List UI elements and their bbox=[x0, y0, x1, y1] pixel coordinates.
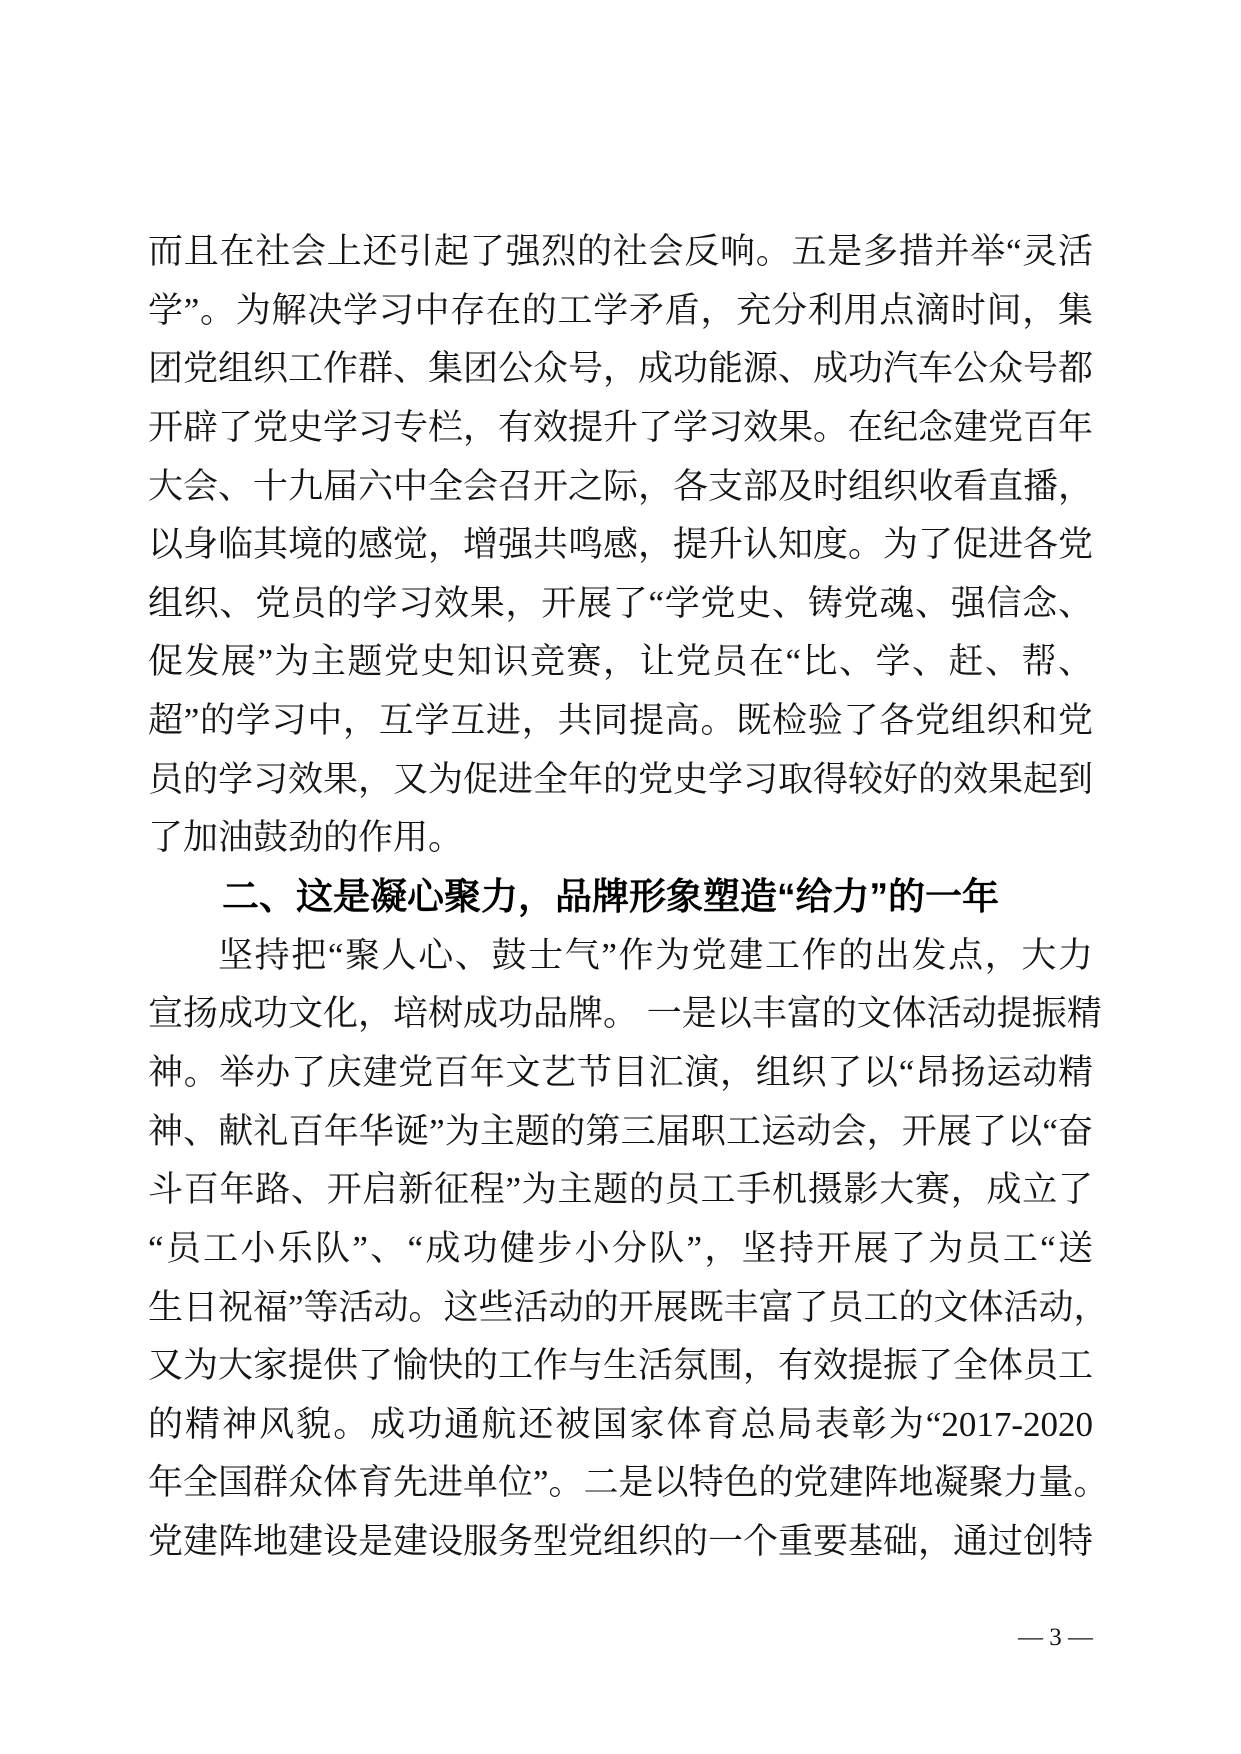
text-line: 以身临其境的感觉，增强共鸣感，提升认知度。为了促进各党 bbox=[148, 525, 1094, 565]
document-body bbox=[148, 223, 1109, 1572]
text-line: 坚持把“聚人心、鼓士气”作为党建工作的出发点，大力 bbox=[218, 935, 1093, 975]
text-line: 开辟了党史学习专栏，有效提升了学习效果。在纪念建党百年 bbox=[148, 407, 1094, 447]
text-line: 超”的学习中，互学互进，共同提高。既检验了各党组织和党 bbox=[148, 701, 1093, 741]
text-line: 生日祝福”等活动。这些活动的开展既丰富了员工的文体活动， bbox=[148, 1287, 1109, 1327]
text-line: 组织、党员的学习效果，开展了“学党史、铸党魂、强信念、 bbox=[148, 583, 1093, 623]
text-line: 神。举办了庆建党百年文艺节目汇演，组织了以“昂扬运动精 bbox=[148, 1052, 1093, 1092]
text-line: 团党组织工作群、集团公众号，成功能源、成功汽车公众号都 bbox=[148, 349, 1094, 389]
text-line: 促发展”为主题党史知识竞赛，让党员在“比、学、赶、帮、 bbox=[148, 642, 1093, 682]
text-line: 年全国群众体育先进单位”。二是以特色的党建阵地凝聚力量。 bbox=[148, 1463, 1109, 1503]
section-heading: 二、这是凝心聚力，品牌形象塑造“给力”的一年 bbox=[222, 876, 999, 918]
text-line: 大会、十九届六中全会召开之际，各支部及时组织收看直播， bbox=[148, 466, 1094, 506]
text-line: 了加油鼓劲的作用。 bbox=[148, 818, 464, 858]
text-line: 员的学习效果，又为促进全年的党史学习取得较好的效果起到 bbox=[148, 759, 1094, 799]
text-line: 斗百年路、开启新征程”为主题的员工手机摄影大赛，成立了 bbox=[148, 1170, 1093, 1210]
text-line: 党建阵地建设是建设服务型党组织的一个重要基础，通过创特 bbox=[148, 1522, 1094, 1562]
text-line: 神、献礼百年华诞”为主题的第三届职工运动会，开展了以“奋 bbox=[148, 1111, 1093, 1151]
page-number: — 3 — bbox=[1018, 1624, 1093, 1651]
text-line: “员工小乐队”、“成功健步小分队”，坚持开展了为员工“送 bbox=[148, 1228, 1093, 1268]
text-line: 又为大家提供了愉快的工作与生活氛围，有效提振了全体员工 bbox=[148, 1346, 1094, 1386]
text-line: 学”。为解决学习中存在的工学矛盾，充分利用点滴时间，集 bbox=[148, 290, 1093, 330]
text-line: 而且在社会上还引起了强烈的社会反响。五是多措并举“灵活 bbox=[148, 232, 1093, 271]
text-line: 的精神风貌。成功通航还被国家体育总局表彰为“2017-2020 bbox=[148, 1404, 1093, 1444]
text-line: 宣扬成功文化，培树成功品牌。 一是以丰富的文体活动提振精 bbox=[148, 994, 1102, 1034]
